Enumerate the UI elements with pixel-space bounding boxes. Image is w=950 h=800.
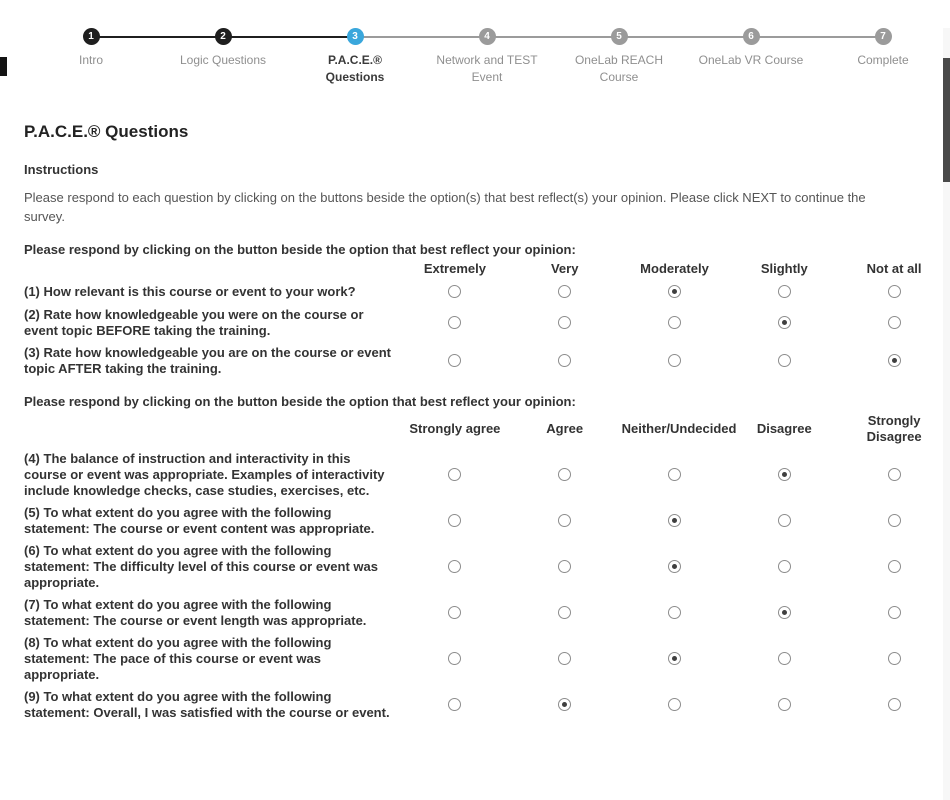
question-row	[24, 540, 949, 594]
radio-cell	[839, 686, 949, 724]
radio-cell	[839, 280, 949, 304]
radio-option[interactable]	[448, 560, 461, 573]
column-header: Strongly Disagree	[866, 413, 922, 444]
radio-cell	[510, 502, 620, 540]
radio-option[interactable]	[888, 468, 901, 481]
column-header: Very	[550, 261, 579, 276]
scrollbar-track[interactable]	[943, 28, 950, 800]
radio-option[interactable]	[888, 514, 901, 527]
radio-cell	[839, 304, 949, 342]
radio-cell	[510, 342, 620, 380]
question-row	[24, 280, 949, 304]
question-row	[24, 342, 949, 380]
survey-page	[24, 122, 926, 724]
radio-option[interactable]	[888, 354, 901, 367]
radio-cell	[729, 502, 839, 540]
radio-cell	[729, 448, 839, 502]
radio-cell	[729, 632, 839, 686]
stepper-connector	[487, 36, 619, 38]
radio-option[interactable]	[558, 514, 571, 527]
question-row	[24, 686, 949, 724]
radio-cell	[729, 304, 839, 342]
question-label: (9) To what extent do you agree with the following statement: Overall, I was satisfied with the course or event.	[24, 689, 390, 720]
radio-cell	[400, 540, 510, 594]
column-header: Strongly agree	[409, 421, 501, 436]
radio-option[interactable]	[888, 560, 901, 573]
radio-cell	[620, 686, 730, 724]
radio-cell	[729, 594, 839, 632]
question-label: (5) To what extent do you agree with the following statement: The course or event content was appropriate.	[24, 505, 375, 536]
stepper-connector	[619, 36, 751, 38]
question-label: (6) To what extent do you agree with the following statement: The difficulty level of this course or event was appropriate.	[24, 543, 378, 590]
step-circle: 2	[215, 28, 232, 45]
column-header: Agree	[546, 421, 584, 436]
radio-cell	[620, 632, 730, 686]
scrollbar-thumb[interactable]	[943, 58, 950, 182]
radio-option[interactable]	[558, 606, 571, 619]
radio-cell	[620, 304, 730, 342]
radio-cell	[729, 280, 839, 304]
radio-option[interactable]	[778, 354, 791, 367]
column-header: Moderately	[640, 261, 709, 276]
radio-option[interactable]	[778, 468, 791, 481]
radio-cell	[400, 594, 510, 632]
radio-option[interactable]	[668, 354, 681, 367]
question-row	[24, 448, 949, 502]
radio-cell	[510, 540, 620, 594]
radio-option[interactable]	[888, 606, 901, 619]
question-label: (7) To what extent do you agree with the following statement: The course or event length was appropriate.	[24, 597, 367, 628]
question-label: (2) Rate how knowledgeable you were on the course or event topic BEFORE taking the training.	[24, 307, 364, 338]
radio-option[interactable]	[888, 316, 901, 329]
stepper-connector	[751, 36, 883, 38]
progress-stepper	[25, 28, 949, 86]
instructions-heading: Instructions	[24, 162, 99, 177]
radio-cell	[400, 632, 510, 686]
radio-cell	[620, 540, 730, 594]
radio-option[interactable]	[778, 606, 791, 619]
matrix2-prompt: Please respond by clicking on the button beside the option that best reflect your opinion:	[24, 394, 576, 409]
step-label: Logic Questions	[179, 53, 267, 67]
matrix1-prompt: Please respond by clicking on the button beside the option that best reflect your opinion:	[24, 242, 576, 257]
radio-option[interactable]	[558, 468, 571, 481]
radio-cell	[839, 540, 949, 594]
radio-option[interactable]	[558, 560, 571, 573]
radio-option[interactable]	[558, 354, 571, 367]
question-row	[24, 502, 949, 540]
step-label: Complete	[857, 53, 909, 67]
matrix1-table	[24, 258, 949, 380]
radio-option[interactable]	[558, 698, 571, 711]
radio-option[interactable]	[778, 514, 791, 527]
step-circle: 7	[875, 28, 892, 45]
left-edge-mark	[0, 57, 7, 76]
step-label: Network and TEST Event	[436, 53, 538, 84]
matrix-header-row	[24, 258, 949, 280]
radio-cell	[510, 280, 620, 304]
radio-option[interactable]	[448, 514, 461, 527]
radio-option[interactable]	[668, 285, 681, 298]
step-label: OneLab VR Course	[698, 53, 804, 67]
radio-cell	[620, 342, 730, 380]
radio-option[interactable]	[888, 285, 901, 298]
radio-cell	[839, 448, 949, 502]
radio-option[interactable]	[448, 606, 461, 619]
radio-cell	[400, 448, 510, 502]
radio-option[interactable]	[448, 316, 461, 329]
stepper-connector	[223, 36, 355, 38]
radio-cell	[839, 594, 949, 632]
radio-option[interactable]	[448, 468, 461, 481]
radio-option[interactable]	[668, 652, 681, 665]
radio-option[interactable]	[668, 606, 681, 619]
radio-option[interactable]	[448, 698, 461, 711]
column-header: Not at all	[866, 261, 922, 276]
radio-option[interactable]	[448, 285, 461, 298]
radio-cell	[729, 540, 839, 594]
radio-cell	[620, 502, 730, 540]
radio-option[interactable]	[448, 652, 461, 665]
question-row	[24, 632, 949, 686]
radio-cell	[620, 280, 730, 304]
question-label: (8) To what extent do you agree with the following statement: The pace of this course or event was appropriate.	[24, 635, 332, 682]
question-row	[24, 594, 949, 632]
radio-cell	[400, 342, 510, 380]
radio-option[interactable]	[778, 316, 791, 329]
instructions-text: Please respond to each question by clicking on the buttons beside the option(s) that best reflect(s) your opinion. Please click NEXT to continue the survey.	[24, 190, 866, 224]
radio-cell	[510, 304, 620, 342]
column-header: Neither/Undecided	[621, 421, 737, 436]
radio-cell	[839, 342, 949, 380]
step-circle: 5	[611, 28, 628, 45]
step-circle: 3	[347, 28, 364, 45]
matrix2-table	[24, 410, 949, 724]
radio-option[interactable]	[888, 698, 901, 711]
radio-option[interactable]	[778, 285, 791, 298]
step-circle: 1	[83, 28, 100, 45]
radio-option[interactable]	[668, 316, 681, 329]
radio-cell	[510, 594, 620, 632]
step-label: Intro	[78, 53, 103, 67]
radio-option[interactable]	[778, 652, 791, 665]
radio-cell	[839, 632, 949, 686]
column-header: Disagree	[756, 421, 812, 436]
radio-cell	[620, 594, 730, 632]
radio-cell	[400, 280, 510, 304]
radio-cell	[729, 686, 839, 724]
radio-option[interactable]	[558, 652, 571, 665]
question-row	[24, 304, 949, 342]
question-label: (1) How relevant is this course or event to your work?	[24, 284, 356, 299]
radio-cell	[510, 632, 620, 686]
radio-cell	[400, 304, 510, 342]
radio-option[interactable]	[668, 514, 681, 527]
step-label: P.A.C.E.® Questions	[325, 53, 385, 84]
radio-cell	[620, 448, 730, 502]
radio-option[interactable]	[558, 316, 571, 329]
stepper-step-7	[817, 28, 949, 86]
step-circle: 4	[479, 28, 496, 45]
page-title: P.A.C.E.® Questions	[24, 122, 189, 141]
radio-cell	[400, 686, 510, 724]
radio-cell	[729, 342, 839, 380]
radio-cell	[510, 448, 620, 502]
radio-option[interactable]	[668, 698, 681, 711]
step-circle: 6	[743, 28, 760, 45]
radio-option[interactable]	[558, 285, 571, 298]
radio-cell	[400, 502, 510, 540]
column-spacer	[24, 410, 400, 448]
step-label: OneLab REACH Course	[574, 53, 664, 84]
radio-option[interactable]	[668, 468, 681, 481]
stepper-connector	[355, 36, 487, 38]
radio-cell	[839, 502, 949, 540]
radio-option[interactable]	[888, 652, 901, 665]
column-header: Extremely	[423, 261, 486, 276]
radio-option[interactable]	[778, 560, 791, 573]
radio-cell	[510, 686, 620, 724]
radio-option[interactable]	[668, 560, 681, 573]
question-label: (3) Rate how knowledgeable you are on the course or event topic AFTER taking the training.	[24, 345, 391, 376]
matrix-header-row	[24, 410, 949, 448]
stepper-connector	[91, 36, 223, 38]
radio-option[interactable]	[448, 354, 461, 367]
question-label: (4) The balance of instruction and interactivity in this course or event was appropriate. Examples of interactivity include knowledge checks, case studies, exercises, etc.	[24, 451, 385, 498]
radio-option[interactable]	[778, 698, 791, 711]
column-header: Slightly	[760, 261, 808, 276]
column-spacer	[24, 258, 400, 280]
